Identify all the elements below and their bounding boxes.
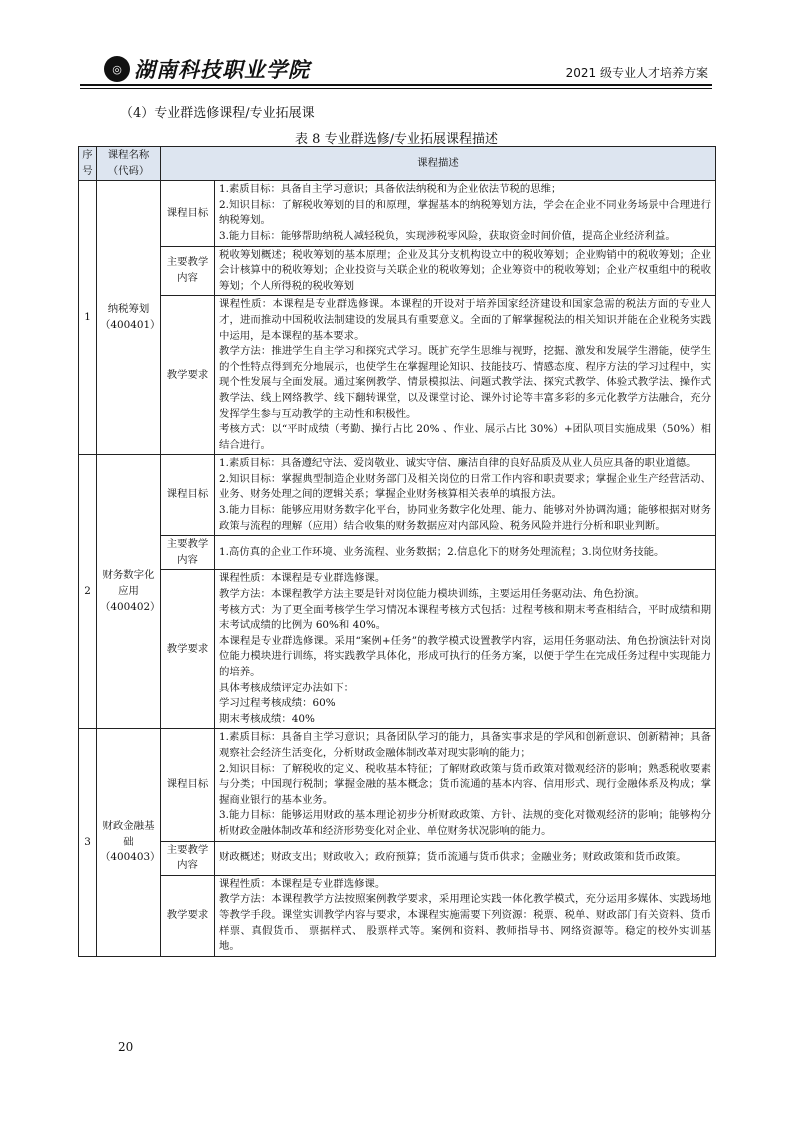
row-description [215,455,716,536]
row-label: 教学要求 [161,570,215,729]
description-line: 1.高仿真的企业工作环境、业务流程、业务数据；2.信息化下的财务处理流程；3.岗位财务技能。 [219,546,665,559]
table-row [79,181,716,246]
table-row [79,455,716,536]
row-label: 主要教学内容 [161,246,215,296]
description-line: 财政概述；财政支出；财政收入；政府预算；货币流通与货币供求；金融业务；财政政策和货币政策。 [219,851,687,864]
description-line: 本课程是专业群选修课。采用“案例+任务”的教学模式设置教学内容，运用任务驱动法、角色扮演法针对岗位能力模块进行训练，将实践教学具体化，形成可执行的任务方案，以便于学生在完成任务过程中实现能力的培养。 [219,634,711,678]
row-description [215,296,716,455]
course-seq: 1 [79,181,97,455]
table-row [79,729,716,841]
table-row [79,841,716,875]
table-row [79,536,716,570]
description-line: 教学方法：本课程教学方法按照案例教学要求，采用理论实践一体化教学模式，充分运用多媒体、实践场地等教学手段。课堂实训教学内容与要求，本课程实施需要下列资源：税票、税单、财政部门有关资料、货币样票、真假货币、 票据样式、 股票样式等。案例和资料、教师指导书、网络资源等。稳定的校外实训基地。 [219,893,711,953]
row-label: 教学要求 [161,875,215,956]
row-description [215,536,716,570]
course-name-cell [97,729,161,956]
description-line: 3.能力目标：能够运用财政的基本理论初步分析财政政策、方针、法规的变化对微观经济的影响；能够构分析财政金融体制改革和经济形势变化对企业、单位财务状况影响的能力。 [219,809,711,837]
table-caption: 表 8 专业群选修/专业拓展课程描述 [295,132,498,147]
description-line: 教学方法：本课程教学方法主要是针对岗位能力模块训练，主要运用任务驱动法、角色扮演。 [219,588,646,601]
row-description [215,246,716,296]
row-description [215,570,716,729]
course-code: （400403） [100,851,161,864]
row-label: 课程目标 [161,729,215,841]
course-name-cell [97,181,161,455]
row-description [215,181,716,246]
school-name: 湖南科技职业学院 [134,57,310,82]
description-line: 具体考核成绩评定办法如下： [219,681,355,694]
description-line: 1.素质目标：具备自主学习意识；具备依法纳税和为企业依法节税的思维； [219,183,562,196]
header-desc: 课程描述 [161,147,716,181]
row-label: 主要教学内容 [161,841,215,875]
row-description [215,875,716,956]
description-line: 1.素质目标：具备自主学习意识；具备团队学习的能力，具备实事求是的学风和创新意识、创新精神；具备观察社会经济生活变化，分析财政金融体制改革对现实影响的能力； [219,731,711,759]
row-description [215,841,716,875]
header-name: 课程名称（代码） [97,147,161,181]
description-line: 课程性质：本课程是专业群选修课。 [219,877,386,890]
description-line: 课程性质：本课程是专业群选修课。本课程的开设对于培养国家经济建设和国家急需的税法方面的专业人才，进而推动中国税收法制建设的发展具有重要意义。全面的了解掌握税法的相关知识并能在企业税务实践中运用，是本课程的基本要求。 [219,298,711,342]
table-header-row [79,147,716,181]
document-title: 2021 级专业人才培养方案 [565,66,708,80]
description-line: 3.能力目标：能够帮助纳税人减轻税负，实现涉税零风险，获取资金时间价值，提高企业经济利益。 [219,229,676,242]
course-name: 财政金融基础 [102,820,155,848]
table-row [79,875,716,956]
description-line: 学习过程考核成绩：60% [219,697,336,710]
course-description-table [78,146,716,957]
description-line: 2.知识目标：了解税收的定义、税收基本特征；了解财政政策与货币政策对微观经济的影响；熟悉税收要素与分类；中国现行税制；掌握金融的基本概念；货币流通的基本内容、信用形式、现行金融体系及构成；掌握商业银行的基本业务。 [219,762,711,806]
row-label: 教学要求 [161,296,215,455]
course-seq: 2 [79,455,97,729]
description-line: 税收筹划概述；税收筹划的基本原理；企业及其分支机构设立中的税收筹划；企业购销中的税收筹划；企业会计核算中的税收筹划；企业投资与关联企业的税收筹划；企业筹资中的税收筹划；企业产权重组中的税收筹划；个人所得税的税收筹划 [219,248,711,292]
row-label: 课程目标 [161,455,215,536]
description-line: 教学方法：推进学生自主学习和探究式学习。既扩充学生思维与视野，挖掘、激发和发展学生潜能，使学生的个性特点得到充分地展示，也使学生在掌握理论知识、技能技巧、情感态度、程序方法的学习过程中，实现个性发展与全面发展。通过案例教学、情景模拟法、问题式教学法、探究式教学、体验式教学法、操作式教学法、线上网络教学、线下翻转课堂，以及课堂讨论、课外讨论等丰富多彩的多元化教学方法融合，充分发挥学生参与互动教学的主动性和积极性。 [219,345,711,420]
description-line: 1.素质目标：具备遵纪守法、爱岗敬业、诚实守信、廉洁自律的良好品质及从业人员应具备的职业道德。 [219,457,697,470]
description-line: 期末考核成绩：40% [219,712,315,725]
row-label: 主要教学内容 [161,536,215,570]
table-row [79,296,716,455]
description-line: 考核方式：以“平时成绩（考勤、操行占比 20% 、作业、展示占比 30%）+团队项目实施成果（50%）相结合进行。 [219,423,711,451]
description-line: 2.知识目标：掌握典型制造企业财务部门及相关岗位的日常工作内容和职责要求；掌握企业生产经营活动、业务、财务处理之间的逻辑关系；掌握企业财务核算相关表单的填报方法。 [219,472,711,501]
row-description [215,729,716,841]
header-seq: 序号 [79,147,97,181]
school-logo [104,54,310,84]
course-name: 财务数字化应用 [102,569,155,598]
school-seal-icon: ◎ [104,56,130,82]
description-line: 3.能力目标：能够应用财务数字化平台，协同业务数字化处理、能力、能够对外协调沟通；能够根据对财务政策与流程的理解（应用）结合收集的财务数据应对内部风险、税务风险并进行分析和职业判断。 [219,504,711,532]
table-row [79,570,716,729]
header-rule-thick [80,84,712,86]
description-line: 2.知识目标：了解税收筹划的目的和原理，掌握基本的纳税筹划方法，学会在企业不同业务场景中合理进行纳税筹划。 [219,198,711,227]
description-line: 课程性质：本课程是专业群选修课。 [219,572,386,585]
table-row [79,246,716,296]
section-heading: （4）专业群选修课程/专业拓展课 [120,106,315,121]
row-label: 课程目标 [161,181,215,246]
course-code: （400401） [100,318,161,331]
course-seq: 3 [79,729,97,956]
description-line: 考核方式：为了更全面考核学生学习情况本课程考核方式包括：过程考核和期末考查相结合，平时成绩和期末考试成绩的比例为 60%和 40%。 [219,603,711,632]
page-header [80,44,712,90]
header-rule-thin [80,88,712,89]
course-name-cell [97,455,161,729]
course-code: （400402） [100,600,161,613]
page-number: 20 [118,1040,134,1054]
course-name: 纳税筹划 [107,303,150,316]
